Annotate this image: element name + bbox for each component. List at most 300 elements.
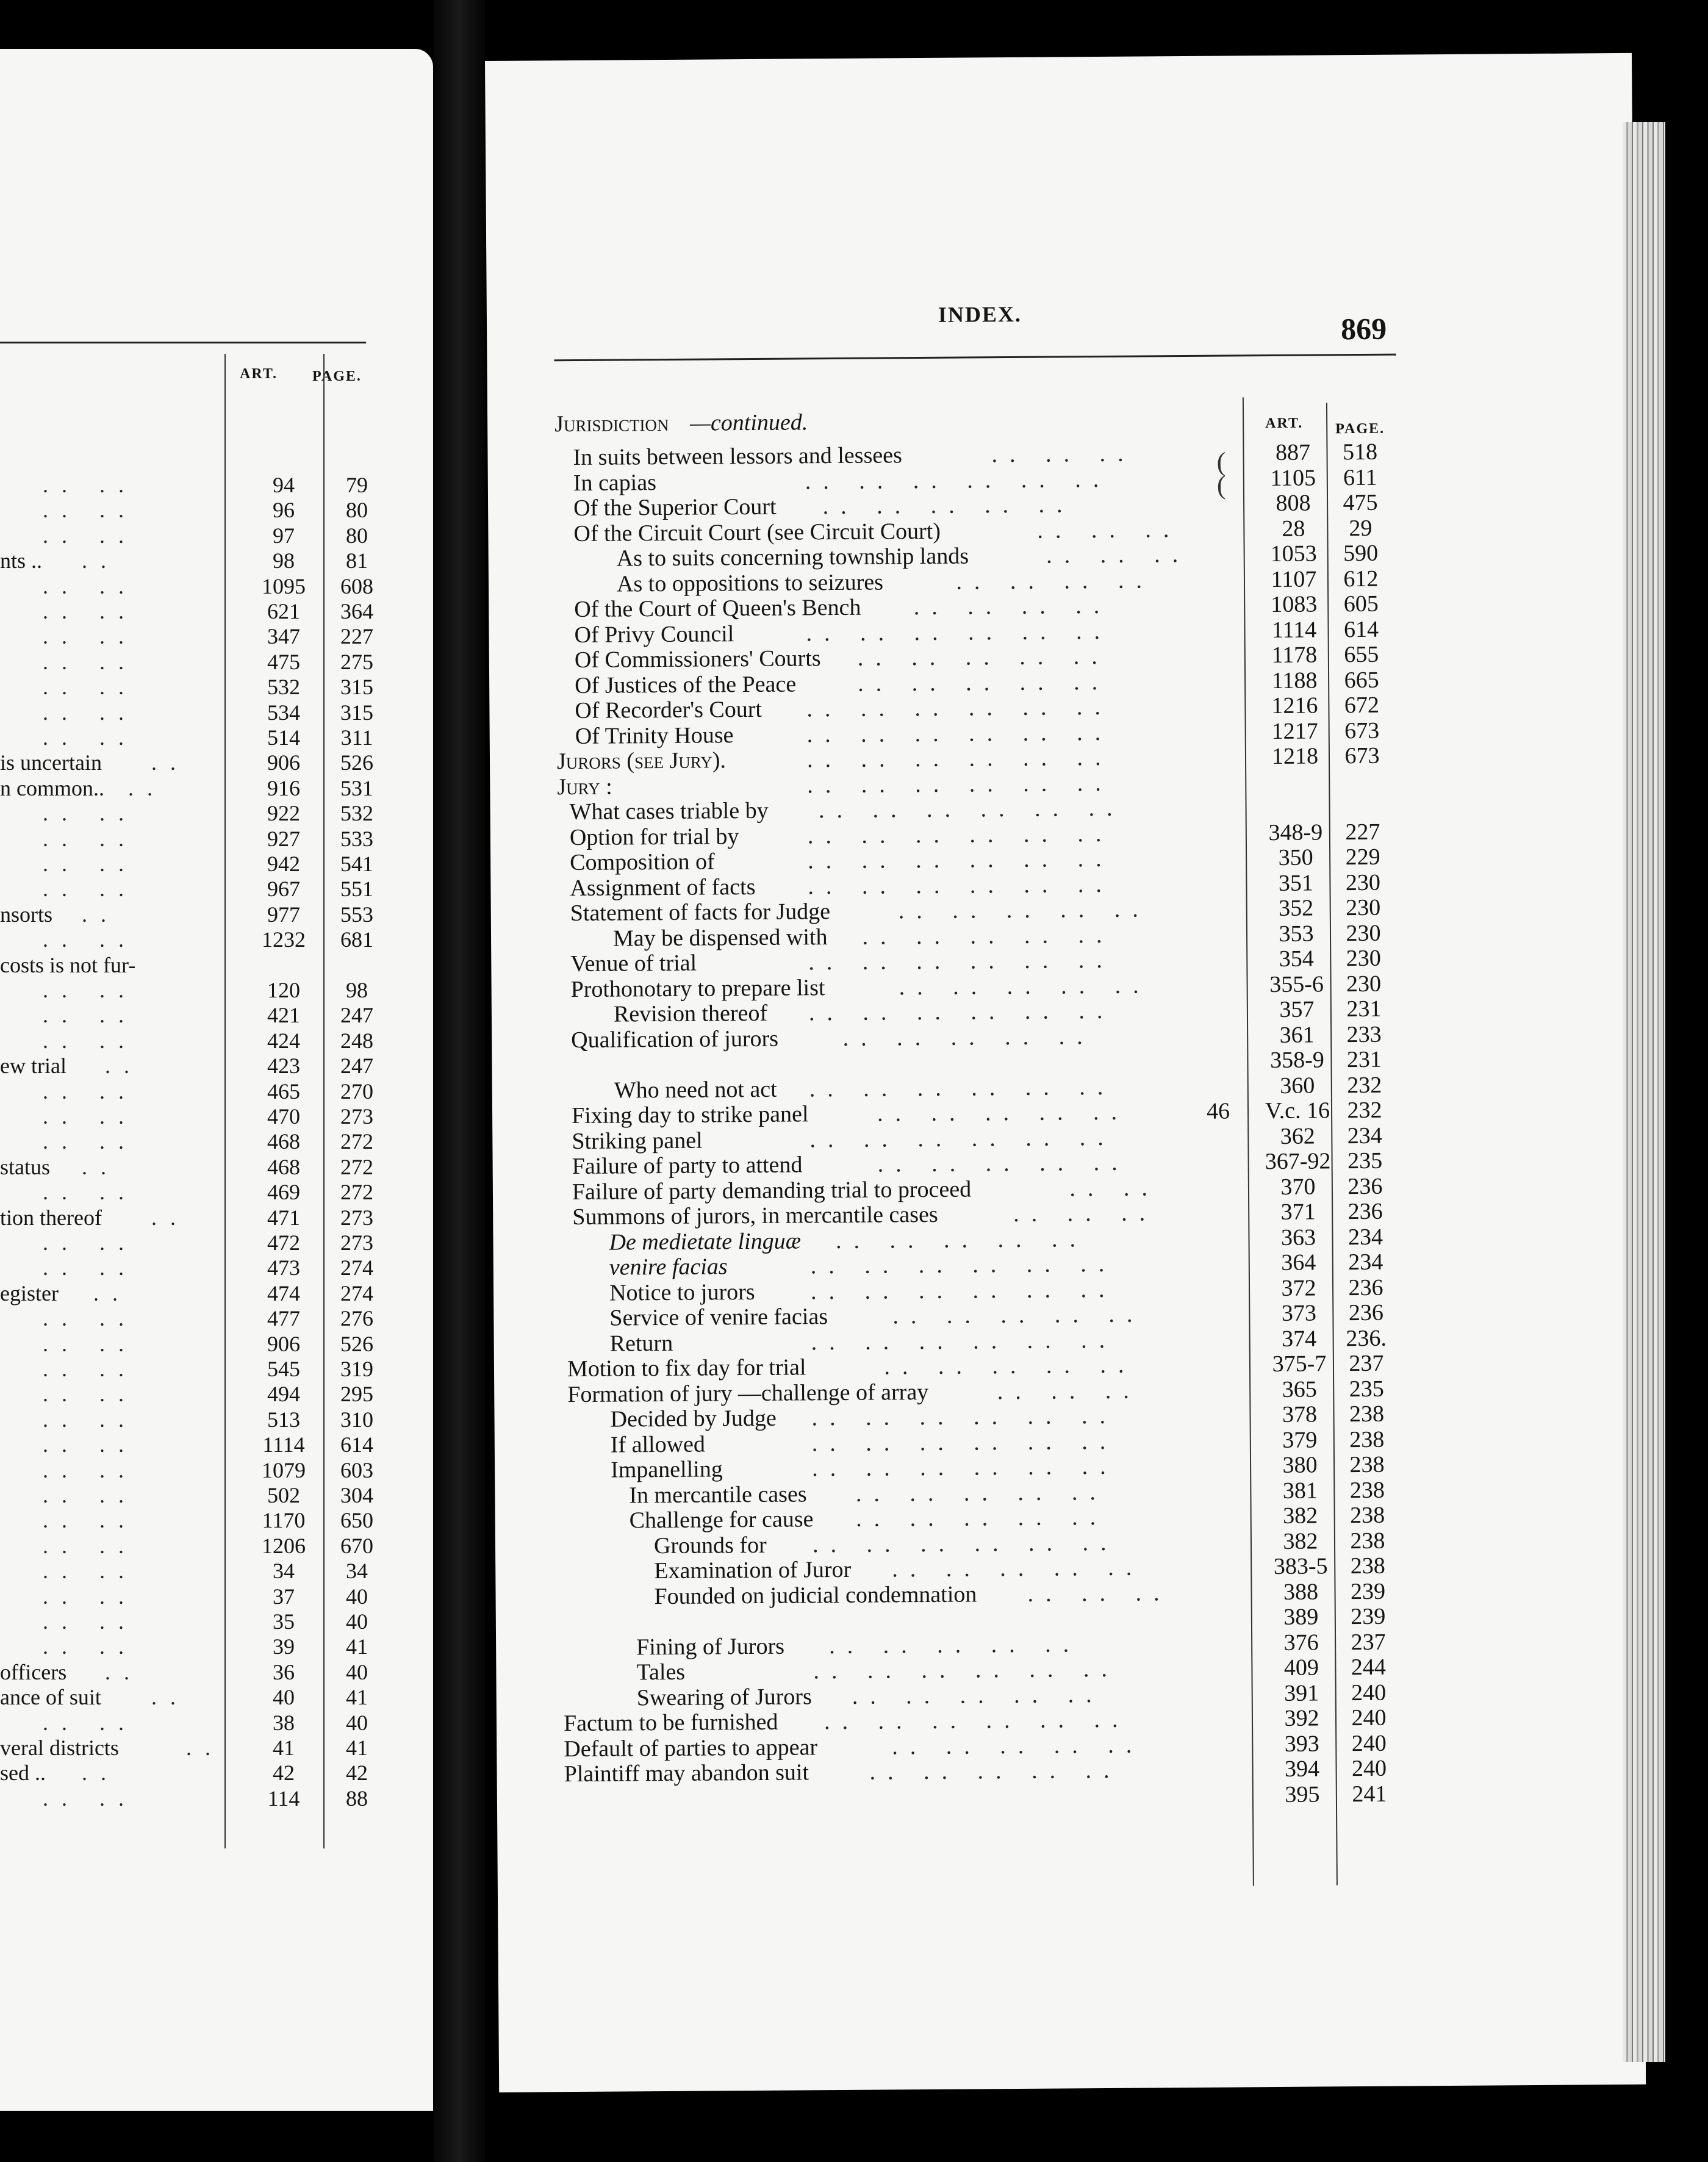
page-reference: 270 [340, 1079, 373, 1104]
leader-dots: .. .. .. .. .. .. [810, 1276, 1117, 1304]
leader-dots: .. .. .. .. .. [852, 1681, 1104, 1709]
page-reference: 553 [340, 902, 373, 927]
index-entry-text: n common.. [0, 775, 104, 800]
page-reference: 672 [1344, 692, 1380, 719]
left-col-page-header: PAGE. [312, 368, 362, 384]
index-entry-text: Of Recorder's Court [575, 696, 762, 724]
leader-dots: .. [82, 1154, 120, 1179]
leader-dots: .. .. .. [1046, 541, 1191, 569]
index-row [0, 1054, 427, 1078]
index-entry-text: Examination of Juror [654, 1556, 852, 1584]
article-number: 376 [1283, 1629, 1319, 1656]
article-number: 381 [1282, 1478, 1318, 1504]
index-row [0, 1711, 427, 1735]
leader-dots: .. .. [1069, 1174, 1160, 1201]
leader-dots: .. .. [43, 1230, 137, 1255]
leader-dots: .. .. [43, 1180, 137, 1205]
page-reference: 276 [340, 1306, 373, 1331]
leader-dots: .. .. [43, 1609, 137, 1634]
page-reference: 238 [1349, 1451, 1385, 1478]
index-entry-text: Decided by Judge [610, 1405, 777, 1432]
page-reference: 239 [1350, 1578, 1386, 1604]
page-reference: 650 [340, 1508, 373, 1533]
page-reference: 230 [1346, 945, 1381, 972]
leader-dots: .. .. [43, 1331, 137, 1356]
leader-dots: .. .. .. [1013, 1200, 1158, 1227]
index-entry-text: Of Privy Council [574, 620, 734, 648]
index-row [0, 624, 427, 648]
index-entry-text: Summons of jurors, in mercantile cases [572, 1201, 938, 1230]
leader-dots: .. .. .. .. .. .. [808, 846, 1114, 874]
index-row [0, 927, 427, 952]
page-reference: 227 [1345, 819, 1380, 845]
left-col-art-header: ART. [240, 366, 278, 382]
index-entry-text: Of Commissioners' Courts [574, 645, 821, 673]
page-reference: 532 [340, 801, 373, 826]
page-reference: 80 [346, 523, 368, 548]
page-reference: 526 [340, 1331, 373, 1356]
leader-dots: .. .. [43, 1382, 137, 1407]
bracket-mark: ( [1216, 447, 1226, 477]
article-number: 347 [267, 624, 300, 649]
leader-dots: .. .. [43, 801, 137, 826]
leader-dots: .. .. .. .. .. [898, 896, 1150, 924]
leader-dots: .. .. [43, 1028, 137, 1053]
article-number: 532 [267, 675, 300, 700]
page-reference: 273 [340, 1230, 373, 1255]
page-reference: 238 [1349, 1426, 1385, 1453]
index-row [0, 473, 427, 497]
page-reference: 80 [346, 498, 368, 523]
article-number: 379 [1282, 1427, 1318, 1453]
article-number: 1216 [1271, 692, 1318, 719]
article-number: 40 [273, 1685, 295, 1710]
article-number: 94 [273, 473, 295, 497]
page-reference: 240 [1351, 1755, 1387, 1782]
page-reference: 275 [340, 649, 373, 674]
heading-continued: —continued. [690, 409, 808, 436]
article-number: 423 [267, 1054, 300, 1079]
leader-dots: .. .. [43, 1407, 137, 1432]
leader-dots: .. .. .. .. .. [869, 1757, 1122, 1785]
page-reference: 614 [1343, 616, 1379, 642]
index-entry-text: Striking panel [572, 1127, 703, 1154]
page-reference: 240 [1351, 1679, 1387, 1706]
article-number: V.c. 16 [1265, 1097, 1330, 1124]
article-number: 42 [273, 1761, 295, 1786]
article-number: 906 [267, 750, 300, 775]
article-number: 469 [267, 1180, 300, 1205]
index-row [0, 1281, 427, 1305]
index-row [0, 1584, 427, 1609]
page-reference: 311 [340, 725, 373, 750]
leader-dots: .. .. [43, 1634, 137, 1659]
index-entry-text: is uncertain [0, 750, 102, 775]
article-number: 373 [1281, 1300, 1317, 1326]
leader-dots: .. .. [43, 725, 137, 750]
article-number: 1218 [1271, 743, 1319, 770]
leader-dots: .. .. [43, 1559, 137, 1584]
page-reference: 41 [346, 1634, 368, 1659]
article-number: 365 [1282, 1376, 1317, 1402]
page-reference: 526 [340, 750, 373, 775]
page-reference: 234 [1347, 1122, 1382, 1149]
index-row [0, 1761, 427, 1785]
article-number: 37 [273, 1584, 295, 1609]
leader-dots: .. .. [43, 1457, 137, 1482]
index-entry-text: Jurors (see Jury). [556, 747, 727, 775]
page-reference: 315 [340, 700, 373, 725]
page-reference: 233 [1346, 1021, 1382, 1047]
index-row [0, 1357, 427, 1381]
index-row [0, 1129, 427, 1154]
index-entry-text: Composition of [570, 849, 715, 876]
page-reference: 518 [1342, 439, 1378, 465]
index-row [0, 978, 427, 1002]
index-entry-text: Option for trial by [569, 823, 739, 850]
page-reference: 240 [1351, 1730, 1387, 1756]
index-entry-text: ew trial [0, 1054, 66, 1079]
index-entry-text: May be dispensed with [612, 924, 828, 952]
article-number: 887 [1275, 439, 1311, 465]
article-number: 388 [1283, 1579, 1319, 1605]
index-row [0, 953, 427, 977]
index-row [0, 1155, 427, 1179]
article-number: 1232 [262, 927, 306, 952]
article-number: 391 [1284, 1680, 1319, 1706]
index-entry-text: In capias [573, 469, 657, 496]
index-entry-text: veral districts [0, 1736, 119, 1760]
leader-dots: .. [105, 1659, 143, 1684]
page-reference: 236 [1348, 1299, 1384, 1326]
art-prefix: 46 [1206, 1098, 1230, 1124]
article-number: 98 [273, 548, 295, 573]
article-number: 382 [1283, 1528, 1318, 1554]
leader-dots: .. .. .. .. [956, 567, 1155, 595]
page-edges [1623, 122, 1665, 2062]
index-entry-text: Default of parties to appear [564, 1734, 818, 1762]
page-reference: 81 [346, 548, 368, 573]
leader-dots: .. .. [43, 498, 137, 523]
index-row [0, 1660, 427, 1684]
index-entry-text: sed .. [0, 1761, 46, 1786]
page-reference: 315 [340, 675, 373, 700]
index-row [0, 1432, 427, 1457]
article-number: 351 [1278, 870, 1314, 896]
article-number: 360 [1280, 1072, 1315, 1099]
page-reference: 240 [1351, 1704, 1387, 1731]
leader-dots: .. .. .. .. .. .. [806, 719, 1113, 747]
article-number: 348-9 [1268, 819, 1323, 846]
article-number: 621 [267, 599, 300, 623]
index-entry-text: Swearing of Jurors [636, 1683, 812, 1711]
col-page-header: PAGE. [1335, 420, 1385, 437]
page-reference: 273 [340, 1205, 373, 1230]
article-number: 350 [1278, 844, 1313, 871]
page-reference: 590 [1343, 540, 1379, 567]
page-reference: 681 [340, 927, 373, 952]
article-number: 421 [267, 1003, 300, 1028]
leader-dots: .. .. .. .. .. [829, 1631, 1082, 1659]
article-number: 120 [267, 978, 300, 1002]
page-reference: 34 [346, 1559, 368, 1584]
index-row [0, 1029, 427, 1053]
article-number: 358-9 [1269, 1047, 1324, 1074]
index-row [0, 1407, 427, 1432]
index-entry-text: nts .. [0, 548, 43, 573]
article-number: 361 [1279, 1022, 1315, 1048]
index-row [0, 1534, 427, 1558]
article-number: 477 [267, 1306, 300, 1331]
article-number: 36 [273, 1659, 295, 1684]
index-entry-text: If allowed [610, 1431, 706, 1458]
leader-dots: .. .. .. .. .. [857, 643, 1110, 671]
page-reference: 232 [1347, 1072, 1382, 1098]
page-reference: 42 [346, 1761, 368, 1786]
page-reference: 238 [1350, 1528, 1385, 1554]
leader-dots: .. .. .. .. .. [856, 1504, 1108, 1532]
index-row [0, 1003, 427, 1027]
page-reference: 231 [1346, 1046, 1382, 1073]
article-number: 927 [267, 826, 300, 851]
page-reference: 40 [346, 1609, 368, 1634]
article-number: 382 [1283, 1503, 1318, 1529]
page-reference: 79 [346, 473, 368, 497]
page-number: 869 [1340, 311, 1387, 347]
leader-dots: .. .. [43, 1104, 137, 1129]
leader-dots: .. .. .. .. .. .. [807, 770, 1113, 798]
page-reference: 230 [1346, 920, 1381, 946]
leader-dots: .. [128, 775, 166, 800]
article-number: 1217 [1271, 717, 1318, 744]
page-reference: 238 [1349, 1477, 1385, 1503]
index-entry-text: Qualification of jurors [571, 1025, 779, 1053]
leader-dots: .. .. [43, 624, 137, 649]
leader-dots: .. .. .. .. [913, 592, 1112, 620]
leader-dots: .. .. .. .. .. .. [811, 1453, 1118, 1482]
bracket-mark: ( [1216, 470, 1226, 500]
page-reference: 655 [1344, 641, 1379, 668]
leader-dots: .. .. .. .. .. .. [811, 1428, 1118, 1456]
leader-dots: .. .. .. .. .. .. [805, 466, 1111, 494]
page-reference: 541 [340, 852, 373, 876]
leader-dots: .. .. [43, 1003, 137, 1028]
page-reference: 40 [346, 1584, 368, 1609]
article-number: 1170 [262, 1508, 306, 1533]
leader-dots: .. [82, 1761, 120, 1786]
index-entry-text: Statement of facts for Judge [570, 899, 831, 927]
page-reference: 272 [340, 1154, 373, 1179]
page-reference: 665 [1344, 667, 1379, 693]
leader-dots: .. [151, 1685, 189, 1710]
index-row [0, 1104, 427, 1129]
page-reference: 475 [1343, 489, 1378, 516]
page-reference: 41 [346, 1685, 368, 1710]
index-entry-text: What cases triable by [569, 797, 769, 825]
page-reference: 603 [340, 1457, 373, 1482]
leader-dots: .. [151, 1205, 189, 1230]
article-number: 1206 [262, 1533, 306, 1558]
page-reference: 274 [340, 1255, 373, 1280]
page-reference: 673 [1344, 717, 1380, 744]
index-entry-text: egister [0, 1280, 59, 1305]
leader-dots: .. .. [43, 700, 137, 725]
index-entry-text: Revision thereof [613, 1000, 768, 1027]
index-entry-text: De medietate linguæ [609, 1227, 802, 1255]
article-number: 472 [267, 1230, 300, 1255]
article-number: 967 [267, 877, 300, 902]
leader-dots: .. .. .. [1027, 1579, 1172, 1607]
page-reference: 236 [1348, 1274, 1383, 1301]
leader-dots: .. .. .. .. .. .. [811, 1327, 1118, 1355]
article-number: 475 [267, 649, 300, 674]
index-row [0, 776, 427, 800]
index-entry-text: As to oppositions to seizures [616, 569, 884, 597]
leader-dots: .. .. .. .. .. [877, 1099, 1130, 1127]
running-head: INDEX. [938, 301, 1022, 327]
index-row [0, 599, 427, 623]
page-reference: 364 [340, 599, 373, 623]
leader-dots: .. .. .. .. .. .. [813, 1656, 1120, 1684]
article-number: 355-6 [1269, 971, 1324, 997]
article-number: 465 [267, 1079, 300, 1104]
article-number: 424 [267, 1028, 300, 1053]
index-entry-text: Venue of trial [570, 950, 697, 977]
leader-dots: .. .. .. .. .. .. [809, 1124, 1116, 1152]
page-reference: 614 [340, 1432, 373, 1457]
index-entry-text: Of Justices of the Peace [575, 670, 797, 699]
page-reference: 236 [1347, 1173, 1383, 1199]
index-entry-text: Impanelling [610, 1456, 723, 1483]
page-reference: 272 [340, 1129, 373, 1154]
index-row [0, 1634, 427, 1659]
leader-dots: .. .. [43, 1357, 137, 1381]
page-reference: 229 [1345, 844, 1380, 871]
index-row [0, 725, 427, 750]
index-entry-text: Factum to be furnished [563, 1709, 778, 1737]
leader-dots: .. .. [43, 978, 137, 1002]
article-number: 395 [1285, 1781, 1320, 1808]
index-entry-text: nsorts [0, 902, 53, 927]
article-number: 372 [1281, 1275, 1316, 1301]
index-entry-text: Fixing day to strike panel [571, 1101, 809, 1129]
index-entry-text: Of the Circuit Court (see Circuit Court) [573, 518, 941, 547]
index-row [0, 548, 427, 573]
page-reference: 319 [340, 1357, 373, 1381]
article-number: 375-7 [1272, 1351, 1327, 1377]
article-number: 916 [267, 775, 300, 800]
page-reference: 41 [346, 1736, 368, 1760]
index-entry-text: In suits between lessors and lessees [573, 442, 902, 471]
leader-dots: .. .. [43, 1533, 137, 1558]
page-reference: 247 [340, 1054, 373, 1079]
leader-dots: .. .. [43, 1432, 137, 1457]
index-entry-text: Tales [636, 1659, 686, 1686]
article-number: 468 [267, 1129, 300, 1154]
page-reference: 304 [340, 1483, 373, 1507]
leader-dots: .. .. [43, 649, 137, 674]
index-row [0, 1382, 427, 1406]
article-number: 34 [273, 1559, 295, 1584]
leader-dots: .. .. .. .. .. .. [808, 871, 1114, 899]
page-reference: 605 [1343, 591, 1379, 617]
leader-dots: .. .. .. .. .. [884, 1352, 1136, 1380]
index-entry-text: Plaintiff may abandon suit [564, 1759, 809, 1787]
index-row [0, 852, 427, 876]
page-reference: 230 [1345, 869, 1381, 896]
index-row [0, 1609, 427, 1634]
leader-dots: .. .. .. .. .. .. [809, 1074, 1116, 1102]
page-reference: 40 [346, 1659, 368, 1684]
page-reference: 234 [1347, 1224, 1383, 1250]
page-reference: 227 [340, 624, 373, 649]
index-entry-text: Service of venire facias [609, 1304, 828, 1331]
index-entry-text: Failure of party demanding trial to proceed [572, 1176, 972, 1205]
article-number: 1188 [1271, 667, 1318, 694]
index-entry-text: Prothonotary to prepare list [570, 974, 825, 1002]
index-entry-text: In mercantile cases [629, 1481, 807, 1508]
index-entry-text: venire facias [609, 1254, 728, 1280]
article-number: 922 [267, 801, 300, 826]
page-reference: 239 [1351, 1603, 1386, 1630]
leader-dots: .. .. [43, 1306, 137, 1331]
leader-dots: .. .. .. .. .. .. [808, 947, 1114, 975]
index-row [0, 523, 427, 548]
index-row [0, 1255, 427, 1280]
page-reference: 29 [1349, 515, 1372, 541]
article-number: 389 [1283, 1604, 1319, 1630]
right-page [485, 53, 1646, 2092]
leader-dots: .. .. .. .. .. .. [818, 795, 1125, 824]
article-number: 370 [1280, 1174, 1316, 1200]
left-header-rule [0, 342, 366, 343]
leader-dots: .. .. .. .. .. [899, 972, 1151, 1000]
index-row [0, 1079, 427, 1104]
leader-dots: .. .. .. .. .. [857, 669, 1110, 697]
index-entry-text: Assignment of facts [570, 874, 756, 901]
article-number: 362 [1280, 1123, 1315, 1149]
leader-dots: .. [82, 902, 120, 927]
index-row [0, 1736, 427, 1760]
index-row [0, 877, 427, 901]
article-number: 97 [273, 523, 295, 548]
leader-dots: .. .. .. .. .. .. [811, 1402, 1118, 1431]
leader-dots: .. .. [43, 1255, 137, 1280]
index-row [0, 700, 427, 725]
index-entry-text: As to suits concerning township lands [616, 543, 969, 572]
article-number: 1114 [262, 1432, 305, 1457]
leader-dots: .. .. .. .. .. .. [808, 997, 1115, 1026]
index-row [0, 1230, 427, 1255]
page-reference: 310 [340, 1407, 373, 1432]
article-number: 393 [1284, 1731, 1319, 1757]
article-number: 545 [267, 1357, 300, 1381]
page-reference: 608 [340, 573, 373, 598]
index-row [0, 1508, 427, 1532]
index-entry-text: Of the Superior Court [573, 494, 777, 522]
article-number: 392 [1284, 1705, 1319, 1731]
leader-dots: .. .. .. .. .. [842, 1023, 1095, 1051]
article-number: 38 [273, 1710, 295, 1735]
article-number: 1178 [1271, 642, 1318, 669]
article-number: 380 [1282, 1452, 1318, 1478]
leader-dots: .. .. .. [991, 440, 1136, 468]
index-entry-text: tion thereof [0, 1205, 102, 1230]
page-reference: 531 [340, 775, 373, 800]
leader-dots: .. .. .. .. .. [822, 492, 1075, 520]
article-number: 1114 [1271, 617, 1317, 643]
index-row [0, 1685, 427, 1709]
